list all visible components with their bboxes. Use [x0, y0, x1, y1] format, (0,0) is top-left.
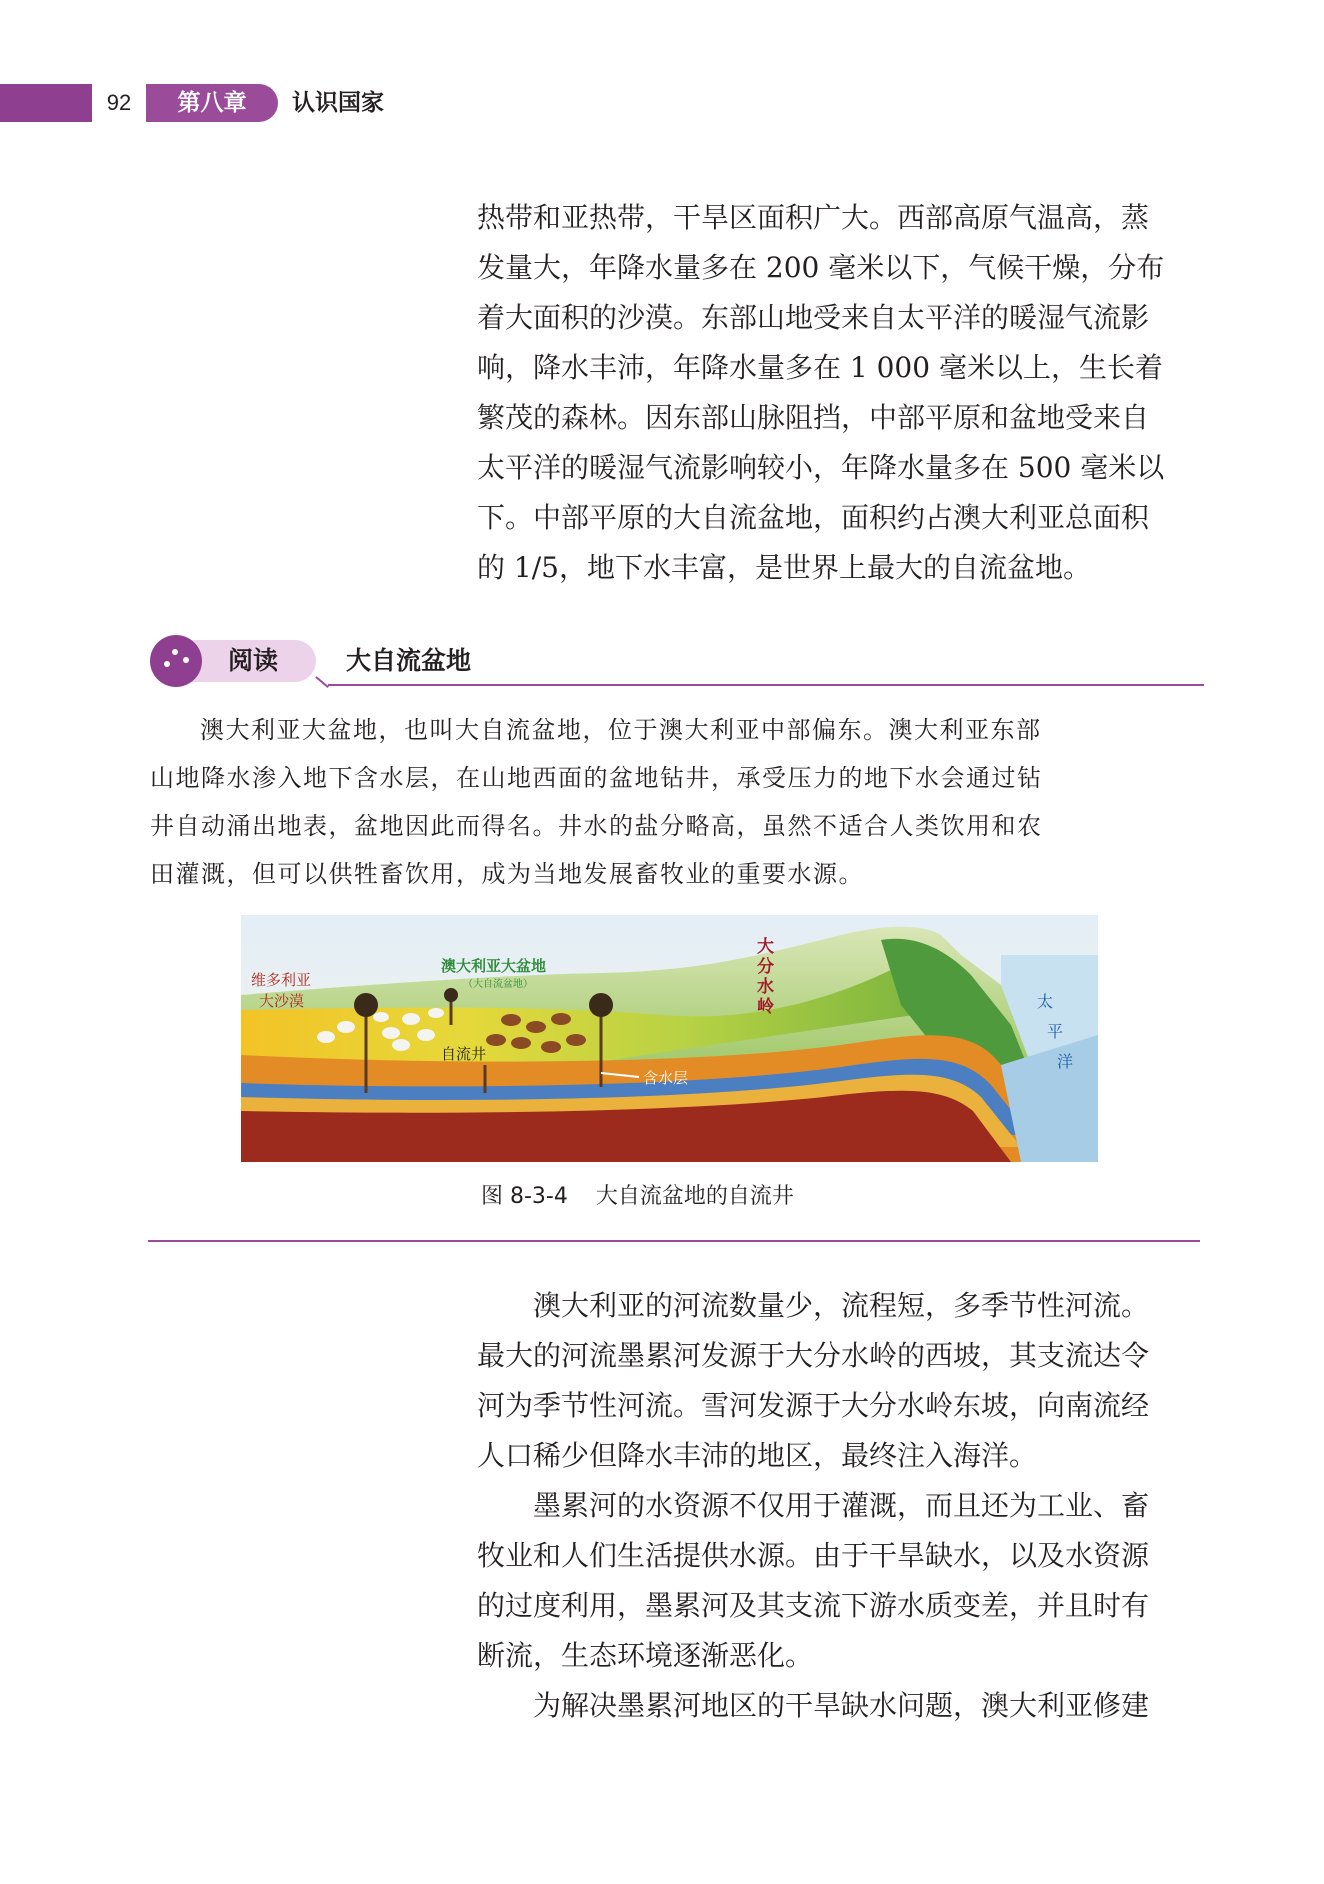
reading-tab: 阅读	[188, 640, 316, 682]
text-line: 田灌溉，但可以供牲畜饮用，成为当地发展畜牧业的重要水源。	[150, 860, 864, 888]
label-desert-line2: 大沙漠	[259, 992, 305, 1010]
chapter-label: 第八章	[146, 84, 278, 122]
label-range-char: 分	[757, 957, 774, 977]
text-line: 河为季节性河流。雪河发源于大分水岭东坡，向南流经	[477, 1389, 1150, 1422]
label-well: 自流井	[441, 1045, 487, 1063]
page-number: 92	[92, 84, 146, 122]
reading-icon	[150, 635, 202, 687]
chapter-title: 认识国家	[292, 90, 384, 116]
artesian-basin-figure	[241, 915, 1098, 1162]
text-line: 的过度利用，墨累河及其支流下游水质变差，并且时有	[477, 1589, 1150, 1622]
label-range-char: 水	[757, 977, 774, 997]
reading-divider-slant	[315, 676, 329, 688]
header-accent-bar	[0, 84, 92, 122]
label-range-char: 岭	[757, 997, 774, 1017]
reading-paragraph	[150, 706, 1206, 898]
text-line: 人口稀少但降水丰沛的地区，最终注入海洋。	[477, 1439, 1038, 1472]
text-line: 下。中部平原的大自流盆地，面积约占澳大利亚总面积	[477, 501, 1150, 534]
label-desert-line1: 维多利亚	[251, 971, 312, 989]
text-line: 断流，生态环境逐渐恶化。	[477, 1639, 814, 1672]
text-line: 着大面积的沙漠。东部山地受来自太平洋的暖湿气流影	[477, 301, 1150, 334]
text-line: 澳大利亚大盆地，也叫大自流盆地，位于澳大利亚中部偏东。澳大利亚东部	[200, 716, 1042, 744]
text-line: 的 1/5，地下水丰富，是世界上最大的自流盆地。	[477, 551, 1091, 584]
label-ocean	[1037, 987, 1073, 1077]
label-range-char: 大	[757, 937, 774, 957]
page-header	[0, 84, 420, 122]
text-line: 墨累河的水资源不仅用于灌溉，而且还为工业、畜	[533, 1489, 1150, 1522]
reading-divider	[328, 684, 1204, 686]
text-line: 为解决墨累河地区的干旱缺水问题，澳大利亚修建	[533, 1689, 1150, 1722]
reading-end-divider	[148, 1240, 1200, 1242]
figure-number: 图 8-3-4	[481, 1184, 568, 1209]
label-basin-sub: （大自流盆地）	[463, 979, 533, 990]
text-line: 发量大，年降水量多在 200 毫米以下，气候干燥，分布	[477, 251, 1165, 284]
label-ocean-char: 平	[1047, 1022, 1064, 1041]
text-line: 繁茂的森林。因东部山脉阻挡，中部平原和盆地受来自	[477, 401, 1150, 434]
reading-title: 大自流盆地	[346, 646, 472, 675]
text-line: 太平洋的暖湿气流影响较小，年降水量多在 500 毫米以	[477, 451, 1165, 484]
text-line: 热带和亚热带，干旱区面积广大。西部高原气温高，蒸	[477, 201, 1150, 234]
text-line: 牧业和人们生活提供水源。由于干旱缺水，以及水资源	[477, 1539, 1150, 1572]
intro-paragraph	[477, 193, 1202, 593]
basin-illustration	[241, 915, 1098, 1162]
label-basin: 澳大利亚大盆地	[441, 957, 547, 975]
text-line: 最大的河流墨累河发源于大分水岭的西坡，其支流达令	[477, 1339, 1150, 1372]
label-range	[757, 937, 774, 1017]
text-line: 响，降水丰沛，年降水量多在 1 000 毫米以上，生长着	[477, 351, 1163, 384]
label-desert	[251, 969, 311, 1011]
text-line: 井自动涌出地表，盆地因此而得名。井水的盐分略高，虽然不适合人类饮用和农	[150, 812, 1043, 840]
text-line: 山地降水渗入地下含水层，在山地西面的盆地钻井，承受压力的地下水会通过钻	[150, 764, 1043, 792]
figure-title: 大自流盆地的自流井	[595, 1184, 794, 1209]
figure-caption	[481, 1180, 822, 1214]
text-line: 澳大利亚的河流数量少，流程短，多季节性河流。	[533, 1289, 1150, 1322]
label-ocean-char: 太	[1037, 992, 1054, 1011]
label-ocean-char: 洋	[1057, 1052, 1074, 1071]
reading-header	[148, 632, 1204, 690]
body-paragraphs	[477, 1281, 1202, 1731]
label-aquifer: 含水层	[643, 1069, 689, 1087]
